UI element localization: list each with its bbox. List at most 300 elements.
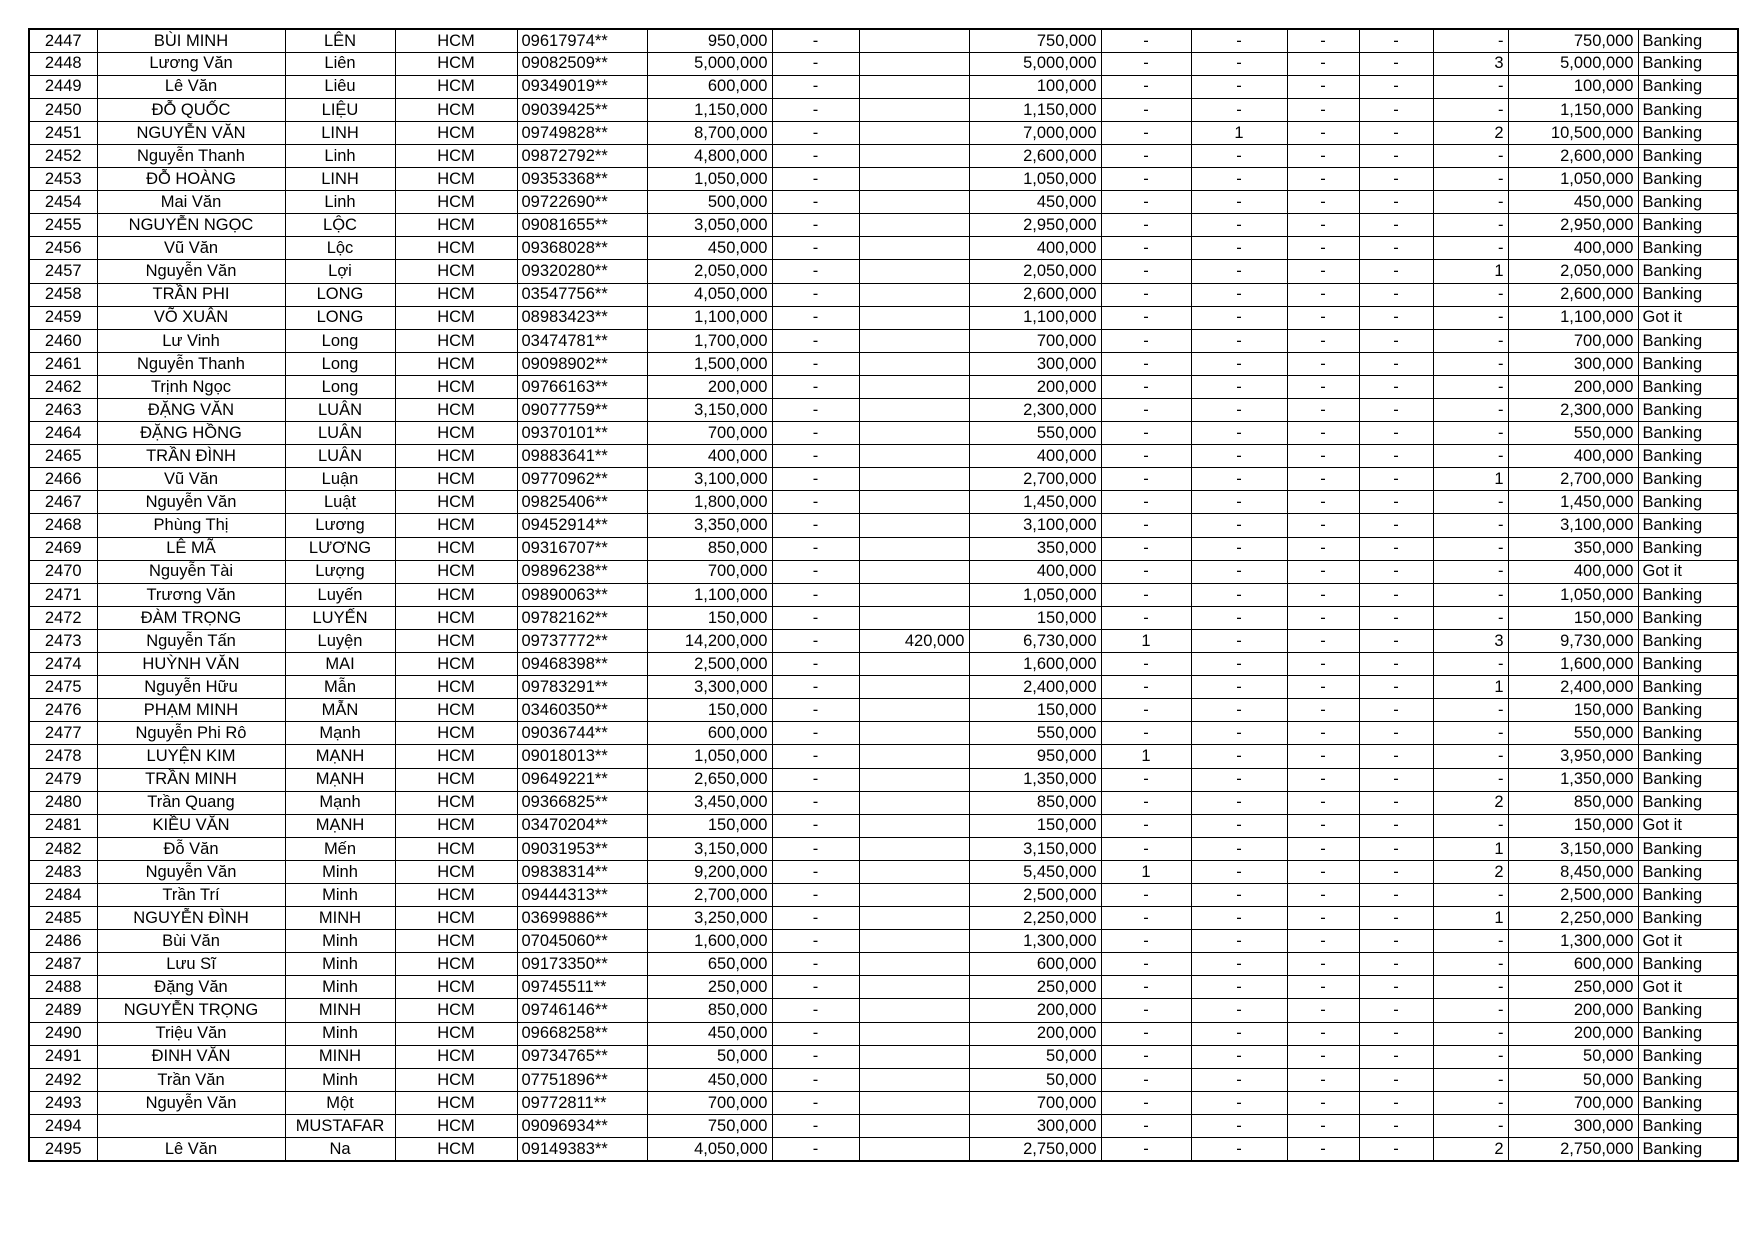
row-number-cell: 2494 bbox=[29, 1114, 97, 1137]
row-number-cell: 2467 bbox=[29, 491, 97, 514]
row-number-cell: 2457 bbox=[29, 260, 97, 283]
total-amount-cell: 450,000 bbox=[647, 1068, 772, 1091]
table-row bbox=[29, 375, 1738, 398]
col-7-cell: - bbox=[772, 1022, 859, 1045]
payment-method-cell: Banking bbox=[1638, 860, 1738, 883]
col-12-cell: - bbox=[1287, 1138, 1359, 1161]
province-cell: HCM bbox=[395, 953, 517, 976]
amount-received-cell: 2,050,000 bbox=[969, 260, 1101, 283]
amount-received-cell: 2,700,000 bbox=[969, 468, 1101, 491]
col-7-cell: - bbox=[772, 976, 859, 999]
col-14-cell: - bbox=[1433, 445, 1508, 468]
col-14-cell: - bbox=[1433, 745, 1508, 768]
col-14-cell: 1 bbox=[1433, 837, 1508, 860]
net-amount-cell: 10,500,000 bbox=[1508, 121, 1638, 144]
row-number-cell: 2476 bbox=[29, 699, 97, 722]
row-number-cell: 2495 bbox=[29, 1138, 97, 1161]
first-name-cell: Minh bbox=[285, 883, 395, 906]
row-number-cell: 2480 bbox=[29, 791, 97, 814]
col-13-cell: - bbox=[1359, 722, 1433, 745]
col-13-cell: - bbox=[1359, 1045, 1433, 1068]
col-7-cell: - bbox=[772, 422, 859, 445]
col-7-cell: - bbox=[772, 214, 859, 237]
col-11-cell: - bbox=[1191, 52, 1287, 75]
col-8-cell bbox=[859, 907, 969, 930]
col-8-cell bbox=[859, 468, 969, 491]
total-amount-cell: 500,000 bbox=[647, 191, 772, 214]
col-12-cell: - bbox=[1287, 75, 1359, 98]
amount-received-cell: 700,000 bbox=[969, 329, 1101, 352]
col-14-cell: 2 bbox=[1433, 860, 1508, 883]
province-cell: HCM bbox=[395, 352, 517, 375]
col-13-cell: - bbox=[1359, 606, 1433, 629]
row-number-cell: 2462 bbox=[29, 375, 97, 398]
row-number-cell: 2453 bbox=[29, 168, 97, 191]
payment-method-cell: Banking bbox=[1638, 907, 1738, 930]
province-cell: HCM bbox=[395, 1022, 517, 1045]
total-amount-cell: 4,800,000 bbox=[647, 144, 772, 167]
first-name-cell: Linh bbox=[285, 191, 395, 214]
last-name-cell: TRẦN PHI bbox=[97, 283, 285, 306]
col-7-cell: - bbox=[772, 791, 859, 814]
payment-method-cell: Banking bbox=[1638, 399, 1738, 422]
first-name-cell: MINH bbox=[285, 999, 395, 1022]
col-8-cell bbox=[859, 745, 969, 768]
row-number-cell: 2475 bbox=[29, 676, 97, 699]
last-name-cell: Bùi Văn bbox=[97, 930, 285, 953]
province-cell: HCM bbox=[395, 860, 517, 883]
total-amount-cell: 750,000 bbox=[647, 1114, 772, 1137]
row-number-cell: 2460 bbox=[29, 329, 97, 352]
col-12-cell: - bbox=[1287, 883, 1359, 906]
table-row bbox=[29, 1138, 1738, 1161]
col-10-cell: - bbox=[1101, 883, 1191, 906]
net-amount-cell: 250,000 bbox=[1508, 976, 1638, 999]
col-14-cell: - bbox=[1433, 1068, 1508, 1091]
col-14-cell: - bbox=[1433, 144, 1508, 167]
col-10-cell: - bbox=[1101, 399, 1191, 422]
col-10-cell: - bbox=[1101, 445, 1191, 468]
col-11-cell: - bbox=[1191, 953, 1287, 976]
col-8-cell bbox=[859, 29, 969, 52]
payment-method-cell: Banking bbox=[1638, 491, 1738, 514]
col-7-cell: - bbox=[772, 837, 859, 860]
total-amount-cell: 1,600,000 bbox=[647, 930, 772, 953]
table-row bbox=[29, 52, 1738, 75]
col-7-cell: - bbox=[772, 1045, 859, 1068]
phone-cell: 09745511** bbox=[517, 976, 647, 999]
first-name-cell: Minh bbox=[285, 930, 395, 953]
province-cell: HCM bbox=[395, 445, 517, 468]
net-amount-cell: 150,000 bbox=[1508, 699, 1638, 722]
total-amount-cell: 600,000 bbox=[647, 722, 772, 745]
payment-method-cell: Banking bbox=[1638, 1114, 1738, 1137]
first-name-cell: Minh bbox=[285, 860, 395, 883]
col-8-cell bbox=[859, 837, 969, 860]
payment-method-cell: Banking bbox=[1638, 768, 1738, 791]
phone-cell: 09444313** bbox=[517, 883, 647, 906]
col-11-cell: - bbox=[1191, 722, 1287, 745]
province-cell: HCM bbox=[395, 329, 517, 352]
province-cell: HCM bbox=[395, 1068, 517, 1091]
phone-cell: 09077759** bbox=[517, 399, 647, 422]
col-14-cell: - bbox=[1433, 214, 1508, 237]
col-7-cell: - bbox=[772, 1138, 859, 1161]
last-name-cell: ĐỖ HOÀNG bbox=[97, 168, 285, 191]
amount-received-cell: 1,050,000 bbox=[969, 583, 1101, 606]
col-8-cell bbox=[859, 121, 969, 144]
last-name-cell: Nguyễn Tài bbox=[97, 560, 285, 583]
amount-received-cell: 950,000 bbox=[969, 745, 1101, 768]
col-13-cell: - bbox=[1359, 329, 1433, 352]
first-name-cell: LIỆU bbox=[285, 98, 395, 121]
payment-method-cell: Banking bbox=[1638, 75, 1738, 98]
amount-received-cell: 5,000,000 bbox=[969, 52, 1101, 75]
amount-received-cell: 150,000 bbox=[969, 814, 1101, 837]
row-number-cell: 2459 bbox=[29, 306, 97, 329]
amount-received-cell: 2,400,000 bbox=[969, 676, 1101, 699]
amount-received-cell: 1,350,000 bbox=[969, 768, 1101, 791]
col-10-cell: - bbox=[1101, 375, 1191, 398]
col-13-cell: - bbox=[1359, 837, 1433, 860]
col-8-cell bbox=[859, 537, 969, 560]
col-7-cell: - bbox=[772, 491, 859, 514]
col-10-cell: - bbox=[1101, 260, 1191, 283]
col-12-cell: - bbox=[1287, 722, 1359, 745]
total-amount-cell: 3,350,000 bbox=[647, 514, 772, 537]
net-amount-cell: 550,000 bbox=[1508, 722, 1638, 745]
row-number-cell: 2484 bbox=[29, 883, 97, 906]
payment-method-cell: Banking bbox=[1638, 653, 1738, 676]
last-name-cell: NGUYỄN NGỌC bbox=[97, 214, 285, 237]
col-10-cell: - bbox=[1101, 653, 1191, 676]
first-name-cell: Mến bbox=[285, 837, 395, 860]
payment-method-cell: Got it bbox=[1638, 976, 1738, 999]
total-amount-cell: 1,700,000 bbox=[647, 329, 772, 352]
province-cell: HCM bbox=[395, 930, 517, 953]
col-13-cell: - bbox=[1359, 791, 1433, 814]
col-11-cell: - bbox=[1191, 468, 1287, 491]
col-10-cell: - bbox=[1101, 1022, 1191, 1045]
col-12-cell: - bbox=[1287, 260, 1359, 283]
col-12-cell: - bbox=[1287, 52, 1359, 75]
payment-method-cell: Banking bbox=[1638, 1045, 1738, 1068]
payment-method-cell: Banking bbox=[1638, 629, 1738, 652]
last-name-cell: Lê Văn bbox=[97, 1138, 285, 1161]
net-amount-cell: 8,450,000 bbox=[1508, 860, 1638, 883]
col-7-cell: - bbox=[772, 121, 859, 144]
col-14-cell: - bbox=[1433, 699, 1508, 722]
col-7-cell: - bbox=[772, 283, 859, 306]
table-row bbox=[29, 399, 1738, 422]
col-7-cell: - bbox=[772, 514, 859, 537]
col-8-cell bbox=[859, 814, 969, 837]
col-14-cell: 2 bbox=[1433, 1138, 1508, 1161]
first-name-cell: Liêu bbox=[285, 75, 395, 98]
row-number-cell: 2481 bbox=[29, 814, 97, 837]
table-row bbox=[29, 814, 1738, 837]
col-7-cell: - bbox=[772, 999, 859, 1022]
table-row bbox=[29, 629, 1738, 652]
col-13-cell: - bbox=[1359, 75, 1433, 98]
row-number-cell: 2493 bbox=[29, 1091, 97, 1114]
col-14-cell: - bbox=[1433, 883, 1508, 906]
table-row bbox=[29, 953, 1738, 976]
col-8-cell bbox=[859, 191, 969, 214]
total-amount-cell: 2,500,000 bbox=[647, 653, 772, 676]
net-amount-cell: 2,250,000 bbox=[1508, 907, 1638, 930]
row-number-cell: 2479 bbox=[29, 768, 97, 791]
last-name-cell: Nguyễn Văn bbox=[97, 260, 285, 283]
col-7-cell: - bbox=[772, 1068, 859, 1091]
net-amount-cell: 3,150,000 bbox=[1508, 837, 1638, 860]
first-name-cell: LONG bbox=[285, 306, 395, 329]
first-name-cell: Lợi bbox=[285, 260, 395, 283]
col-14-cell: 3 bbox=[1433, 52, 1508, 75]
col-8-cell bbox=[859, 1091, 969, 1114]
col-7-cell: - bbox=[772, 606, 859, 629]
amount-received-cell: 5,450,000 bbox=[969, 860, 1101, 883]
table-row bbox=[29, 144, 1738, 167]
col-14-cell: 1 bbox=[1433, 907, 1508, 930]
last-name-cell: LUYỆN KIM bbox=[97, 745, 285, 768]
payment-method-cell: Banking bbox=[1638, 1091, 1738, 1114]
table-row bbox=[29, 75, 1738, 98]
province-cell: HCM bbox=[395, 768, 517, 791]
phone-cell: 03699886** bbox=[517, 907, 647, 930]
col-13-cell: - bbox=[1359, 306, 1433, 329]
phone-cell: 09734765** bbox=[517, 1045, 647, 1068]
row-number-cell: 2478 bbox=[29, 745, 97, 768]
col-12-cell: - bbox=[1287, 1091, 1359, 1114]
col-12-cell: - bbox=[1287, 907, 1359, 930]
col-14-cell: - bbox=[1433, 422, 1508, 445]
col-13-cell: - bbox=[1359, 629, 1433, 652]
col-10-cell: - bbox=[1101, 514, 1191, 537]
total-amount-cell: 600,000 bbox=[647, 75, 772, 98]
col-12-cell: - bbox=[1287, 537, 1359, 560]
amount-received-cell: 700,000 bbox=[969, 1091, 1101, 1114]
total-amount-cell: 700,000 bbox=[647, 560, 772, 583]
col-14-cell: - bbox=[1433, 98, 1508, 121]
province-cell: HCM bbox=[395, 745, 517, 768]
phone-cell: 09353368** bbox=[517, 168, 647, 191]
payment-method-cell: Banking bbox=[1638, 722, 1738, 745]
phone-cell: 09737772** bbox=[517, 629, 647, 652]
province-cell: HCM bbox=[395, 1091, 517, 1114]
row-number-cell: 2477 bbox=[29, 722, 97, 745]
col-8-cell bbox=[859, 1045, 969, 1068]
amount-received-cell: 2,950,000 bbox=[969, 214, 1101, 237]
col-13-cell: - bbox=[1359, 237, 1433, 260]
last-name-cell: Triệu Văn bbox=[97, 1022, 285, 1045]
total-amount-cell: 5,000,000 bbox=[647, 52, 772, 75]
col-10-cell: - bbox=[1101, 1091, 1191, 1114]
phone-cell: 09098902** bbox=[517, 352, 647, 375]
first-name-cell: Liên bbox=[285, 52, 395, 75]
payment-method-cell: Banking bbox=[1638, 1138, 1738, 1161]
col-13-cell: - bbox=[1359, 121, 1433, 144]
first-name-cell: Một bbox=[285, 1091, 395, 1114]
col-7-cell: - bbox=[772, 468, 859, 491]
amount-received-cell: 750,000 bbox=[969, 29, 1101, 52]
col-13-cell: - bbox=[1359, 1138, 1433, 1161]
table-row bbox=[29, 768, 1738, 791]
row-number-cell: 2449 bbox=[29, 75, 97, 98]
col-8-cell bbox=[859, 375, 969, 398]
col-7-cell: - bbox=[772, 375, 859, 398]
row-number-cell: 2488 bbox=[29, 976, 97, 999]
last-name-cell: BÙI MINH bbox=[97, 29, 285, 52]
payment-method-cell: Banking bbox=[1638, 214, 1738, 237]
row-number-cell: 2483 bbox=[29, 860, 97, 883]
phone-cell: 09783291** bbox=[517, 676, 647, 699]
col-11-cell: - bbox=[1191, 745, 1287, 768]
net-amount-cell: 400,000 bbox=[1508, 560, 1638, 583]
net-amount-cell: 2,700,000 bbox=[1508, 468, 1638, 491]
col-11-cell: - bbox=[1191, 191, 1287, 214]
last-name-cell: Nguyễn Phi Rô bbox=[97, 722, 285, 745]
col-14-cell: 3 bbox=[1433, 629, 1508, 652]
province-cell: HCM bbox=[395, 168, 517, 191]
net-amount-cell: 3,950,000 bbox=[1508, 745, 1638, 768]
net-amount-cell: 150,000 bbox=[1508, 606, 1638, 629]
first-name-cell: LUÂN bbox=[285, 445, 395, 468]
last-name-cell: Trần Văn bbox=[97, 1068, 285, 1091]
first-name-cell: Minh bbox=[285, 976, 395, 999]
payment-method-cell: Banking bbox=[1638, 98, 1738, 121]
col-10-cell: - bbox=[1101, 837, 1191, 860]
col-7-cell: - bbox=[772, 814, 859, 837]
total-amount-cell: 4,050,000 bbox=[647, 1138, 772, 1161]
phone-cell: 03547756** bbox=[517, 283, 647, 306]
net-amount-cell: 1,150,000 bbox=[1508, 98, 1638, 121]
col-7-cell: - bbox=[772, 168, 859, 191]
col-8-cell bbox=[859, 422, 969, 445]
total-amount-cell: 1,100,000 bbox=[647, 306, 772, 329]
col-8-cell bbox=[859, 445, 969, 468]
last-name-cell: ĐINH VĂN bbox=[97, 1045, 285, 1068]
province-cell: HCM bbox=[395, 1138, 517, 1161]
col-11-cell: - bbox=[1191, 98, 1287, 121]
col-14-cell: 2 bbox=[1433, 121, 1508, 144]
col-7-cell: - bbox=[772, 768, 859, 791]
col-8-cell bbox=[859, 999, 969, 1022]
col-13-cell: - bbox=[1359, 1022, 1433, 1045]
col-7-cell: - bbox=[772, 930, 859, 953]
row-number-cell: 2456 bbox=[29, 237, 97, 260]
province-cell: HCM bbox=[395, 98, 517, 121]
province-cell: HCM bbox=[395, 491, 517, 514]
col-12-cell: - bbox=[1287, 283, 1359, 306]
col-11-cell: - bbox=[1191, 653, 1287, 676]
phone-cell: 09018013** bbox=[517, 745, 647, 768]
col-12-cell: - bbox=[1287, 629, 1359, 652]
col-10-cell: - bbox=[1101, 214, 1191, 237]
col-7-cell: - bbox=[772, 1114, 859, 1137]
col-11-cell: - bbox=[1191, 930, 1287, 953]
table-row bbox=[29, 722, 1738, 745]
col-14-cell: - bbox=[1433, 514, 1508, 537]
col-14-cell: - bbox=[1433, 953, 1508, 976]
col-7-cell: - bbox=[772, 953, 859, 976]
province-cell: HCM bbox=[395, 191, 517, 214]
col-14-cell: - bbox=[1433, 583, 1508, 606]
col-8-cell bbox=[859, 583, 969, 606]
total-amount-cell: 150,000 bbox=[647, 814, 772, 837]
row-number-cell: 2473 bbox=[29, 629, 97, 652]
table-row bbox=[29, 191, 1738, 214]
col-13-cell: - bbox=[1359, 422, 1433, 445]
amount-received-cell: 550,000 bbox=[969, 722, 1101, 745]
table-row bbox=[29, 491, 1738, 514]
first-name-cell: Luyến bbox=[285, 583, 395, 606]
province-cell: HCM bbox=[395, 283, 517, 306]
net-amount-cell: 1,050,000 bbox=[1508, 168, 1638, 191]
first-name-cell: Mạnh bbox=[285, 791, 395, 814]
col-11-cell: - bbox=[1191, 1022, 1287, 1045]
col-10-cell: - bbox=[1101, 999, 1191, 1022]
col-8-cell bbox=[859, 768, 969, 791]
total-amount-cell: 200,000 bbox=[647, 375, 772, 398]
col-14-cell: - bbox=[1433, 768, 1508, 791]
total-amount-cell: 250,000 bbox=[647, 976, 772, 999]
total-amount-cell: 450,000 bbox=[647, 1022, 772, 1045]
col-10-cell: - bbox=[1101, 144, 1191, 167]
province-cell: HCM bbox=[395, 560, 517, 583]
last-name-cell bbox=[97, 1114, 285, 1137]
amount-received-cell: 200,000 bbox=[969, 999, 1101, 1022]
total-amount-cell: 1,100,000 bbox=[647, 583, 772, 606]
col-10-cell: - bbox=[1101, 722, 1191, 745]
last-name-cell: LÊ MÃ bbox=[97, 537, 285, 560]
col-8-cell bbox=[859, 953, 969, 976]
table-row bbox=[29, 606, 1738, 629]
col-10-cell: - bbox=[1101, 191, 1191, 214]
payment-method-cell: Banking bbox=[1638, 468, 1738, 491]
total-amount-cell: 400,000 bbox=[647, 445, 772, 468]
amount-received-cell: 150,000 bbox=[969, 699, 1101, 722]
first-name-cell: MUSTAFAR bbox=[285, 1114, 395, 1137]
payment-method-cell: Banking bbox=[1638, 745, 1738, 768]
row-number-cell: 2463 bbox=[29, 399, 97, 422]
col-8-cell bbox=[859, 1022, 969, 1045]
net-amount-cell: 850,000 bbox=[1508, 791, 1638, 814]
table-row bbox=[29, 237, 1738, 260]
col-11-cell: - bbox=[1191, 1138, 1287, 1161]
col-12-cell: - bbox=[1287, 699, 1359, 722]
net-amount-cell: 750,000 bbox=[1508, 29, 1638, 52]
first-name-cell: Lượng bbox=[285, 560, 395, 583]
payment-method-cell: Banking bbox=[1638, 583, 1738, 606]
col-13-cell: - bbox=[1359, 883, 1433, 906]
net-amount-cell: 3,100,000 bbox=[1508, 514, 1638, 537]
phone-cell: 09031953** bbox=[517, 837, 647, 860]
total-amount-cell: 3,100,000 bbox=[647, 468, 772, 491]
province-cell: HCM bbox=[395, 144, 517, 167]
payment-method-cell: Got it bbox=[1638, 560, 1738, 583]
net-amount-cell: 450,000 bbox=[1508, 191, 1638, 214]
col-11-cell: - bbox=[1191, 445, 1287, 468]
col-8-cell bbox=[859, 168, 969, 191]
amount-received-cell: 1,050,000 bbox=[969, 168, 1101, 191]
table-row bbox=[29, 329, 1738, 352]
total-amount-cell: 3,050,000 bbox=[647, 214, 772, 237]
col-14-cell: - bbox=[1433, 329, 1508, 352]
phone-cell: 03460350** bbox=[517, 699, 647, 722]
col-7-cell: - bbox=[772, 52, 859, 75]
col-13-cell: - bbox=[1359, 514, 1433, 537]
